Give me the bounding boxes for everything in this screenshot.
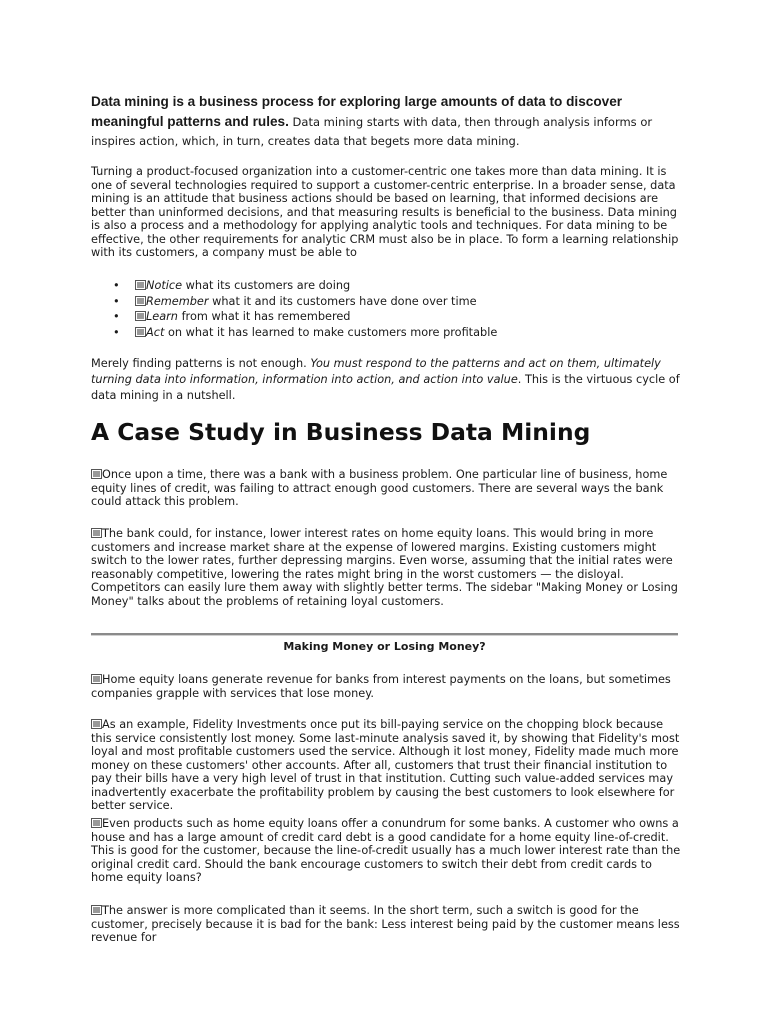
list-text: what its customers are doing xyxy=(182,279,351,292)
bullet-icon: • xyxy=(113,325,120,339)
case-paragraph xyxy=(91,468,683,509)
bullet-icon: • xyxy=(113,279,120,292)
list-text: from what it has remembered xyxy=(177,310,351,324)
sidebar-title: Making Money or Losing Money? xyxy=(283,640,486,653)
list-item xyxy=(91,325,683,341)
list-term: Act xyxy=(146,325,165,339)
list-text: what it and its customers have done over time xyxy=(208,294,477,308)
document-icon xyxy=(91,719,102,729)
sidebar-divider xyxy=(91,633,678,636)
customer-centric-paragraph: Turning a product-focused organization into a customer-centric one takes more than data mining. It is one of several technologies required to support a customer-centric enterprise. In a broader sense, data mining is an attitude that business actions should be based on learning, that informed decisions are better than uninformed decisions, and that measuring results is beneficial to the business. Data mining is also a process and a methodology for applying analytic tools and techniques. For data mining to be effective, the other requirements for analytic CRM must also be in place. To form a learning relationship with its customers, a company must be able to xyxy=(91,165,679,259)
bullet-icon: • xyxy=(113,310,120,324)
sidebar-paragraph xyxy=(91,673,683,700)
sidebar-paragraph-text: The answer is more complicated than it seems. In the short term, such a switch is good for the customer, precisely because it is bad for the bank: Less interest being paid by the customer means less revenue for xyxy=(91,904,680,944)
bullet-icon: • xyxy=(113,294,120,308)
sidebar-paragraph-text: Home equity loans generate revenue for banks from interest payments on the loans, but sometimes companies grapple with services that lose money. xyxy=(91,673,671,700)
para3-end: . This is the virtuous cycle of data mining in a nutshell. xyxy=(91,373,680,402)
document-icon xyxy=(91,905,102,915)
sidebar-paragraph xyxy=(91,718,683,813)
capability-list xyxy=(91,278,683,340)
sidebar-paragraph-text: Even products such as home equity loans offer a conundrum for some banks. A customer who owns a house and has a large amount of credit card debt is a good candidate for a home equity line-of-credit. This is good for the customer, because the line-of-credit usually has a much lower interest rate than the original credit card. Should the bank encourage customers to switch their debt from credit cards to home equity loans? xyxy=(91,817,681,884)
document-icon xyxy=(91,674,102,684)
section-heading: A Case Study in Business Data Mining xyxy=(91,418,591,446)
intro-bold-lead: Data mining is a business process for exploring large amounts of data to discover meaningful patterns and rules. xyxy=(91,94,623,129)
document-icon xyxy=(91,818,102,828)
document-icon xyxy=(135,311,146,321)
intro-paragraph xyxy=(91,92,683,151)
list-term: Learn xyxy=(146,310,178,324)
case-paragraph-text: The bank could, for instance, lower interest rates on home equity loans. This would bring in more customers and increase market share at the expense of lowered margins. Existing customers might switch to the lower rates, further depressing margins. Even worse, assuming that the initial rates were reasonably competitive, lowering the rates might bring in the worst customers — the disloyal. Competitors can easily lure them away with slightly better terms. The sidebar "Making Money or Losing Money" talks about the problems of retaining loyal customers. xyxy=(91,527,678,608)
case-paragraph xyxy=(91,527,683,608)
para3-italic: You must respond to the patterns and act on them, ultimately turning data into information, information into action, and action into value xyxy=(91,357,661,386)
sidebar-paragraph-text: As an example, Fidelity Investments once put its bill-paying service on the chopping block because this service consistently lost money. Some last-minute analysis saved it, by showing that Fidelity's most loyal and most profitable customers used the service. Although it lost money, Fidelity made much more money on these customers' other accounts. After all, customers that trust their financial institution to pay their bills have a very high level of trust in that institution. Cutting such value-added services may inadvertently exacerbate the profitability problem by causing the best customers to look elsewhere for better service. xyxy=(91,718,680,812)
case-paragraph-text: Once upon a time, there was a bank with a business problem. One particular line of business, home equity lines of credit, was failing to attract enough good customers. There are several ways the bank could attack this problem. xyxy=(91,468,668,508)
document-icon xyxy=(135,280,146,290)
document-icon xyxy=(91,528,102,538)
list-term: Notice xyxy=(146,279,183,292)
document-icon xyxy=(135,296,146,306)
intro-rest: Data mining starts with data, then through analysis informs or inspires action, which, in turn, creates data that begets more data mining. xyxy=(91,115,653,148)
list-term: Remember xyxy=(146,294,209,308)
list-text: on what it has learned to make customers more profitable xyxy=(164,325,498,339)
document-icon xyxy=(135,327,146,337)
sidebar-paragraph xyxy=(91,817,683,885)
list-item xyxy=(91,278,683,294)
para3-start: Merely finding patterns is not enough. xyxy=(91,357,311,370)
virtuous-cycle-paragraph xyxy=(91,356,683,404)
list-item xyxy=(91,294,683,310)
list-item xyxy=(91,309,683,325)
sidebar-paragraph xyxy=(91,904,683,945)
document-icon xyxy=(91,469,102,479)
